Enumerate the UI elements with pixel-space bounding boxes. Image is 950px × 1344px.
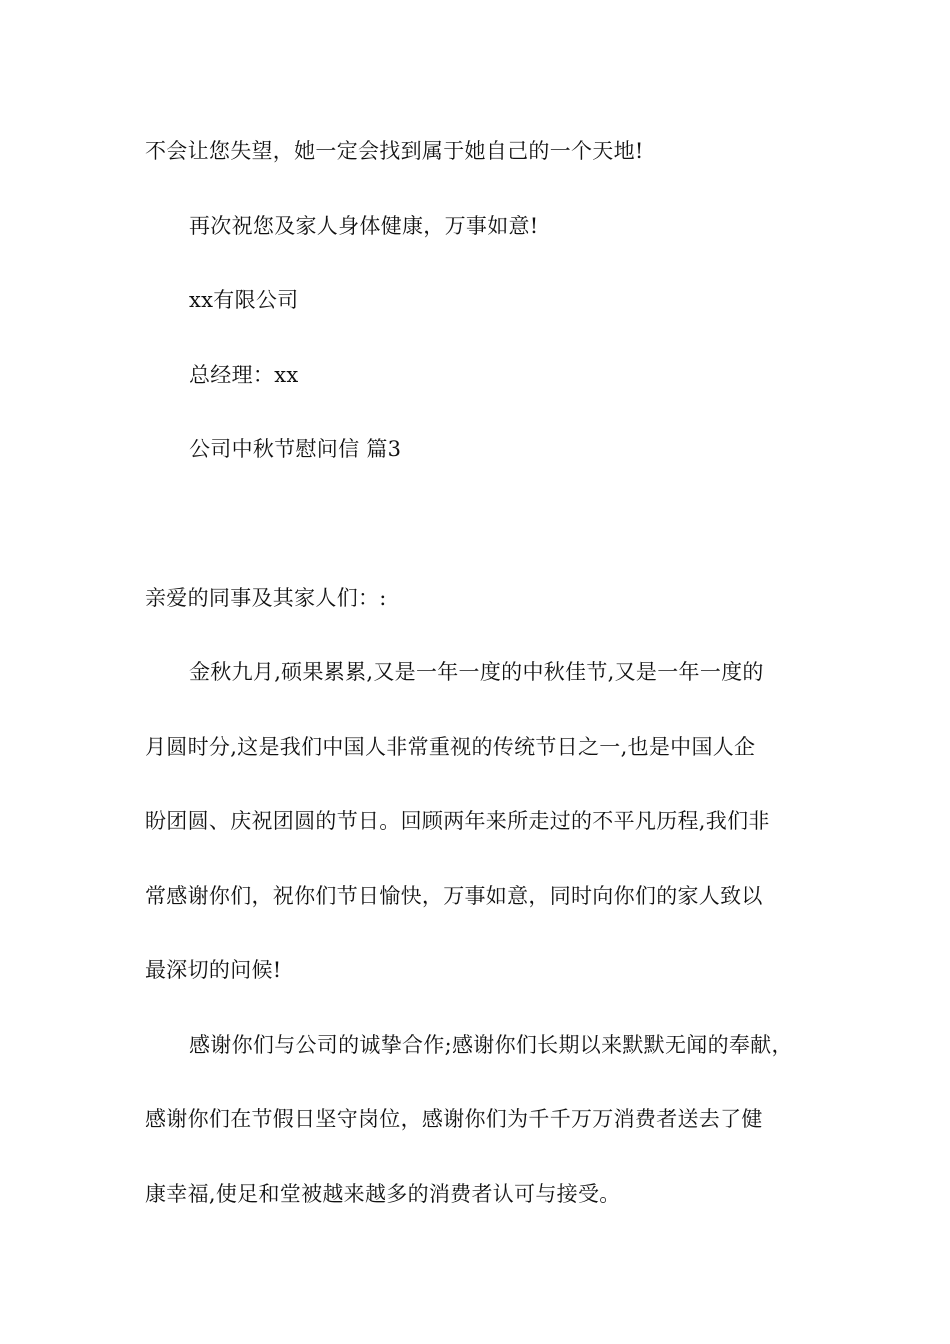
text-line: 金秋九月,硕果累累,又是一年一度的中秋佳节,又是一年一度的 bbox=[189, 660, 764, 684]
text-line: 康幸福,使足和堂被越来越多的消费者认可与接受。 bbox=[145, 1182, 621, 1206]
text-line: 不会让您失望，她一定会找到属于她自己的一个天地! bbox=[145, 139, 644, 163]
text-line: 常感谢你们，祝你们节日愉快，万事如意，同时向你们的家人致以 bbox=[145, 884, 763, 908]
text-line: 最深切的问候! bbox=[145, 958, 282, 982]
signatory: 总经理：xx bbox=[189, 363, 299, 387]
text-line: 感谢你们与公司的诚挚合作;感谢你们长期以来默默无闻的奉献， bbox=[189, 1033, 793, 1057]
text-line: 月圆时分,这是我们中国人非常重视的传统节日之一,也是中国人企 bbox=[145, 735, 756, 759]
text-line: 盼团圆、庆祝团圆的节日。回顾两年来所走过的不平凡历程,我们非 bbox=[145, 809, 770, 833]
text-line: 再次祝您及家人身体健康，万事如意! bbox=[189, 214, 539, 238]
company-name: xx有限公司 bbox=[189, 288, 299, 312]
text-line: 感谢你们在节假日坚守岗位，感谢你们为千千万万消费者送去了健 bbox=[145, 1107, 763, 1131]
section-heading: 公司中秋节慰问信 篇3 bbox=[189, 437, 402, 461]
salutation: 亲爱的同事及其家人们：: bbox=[145, 586, 387, 610]
